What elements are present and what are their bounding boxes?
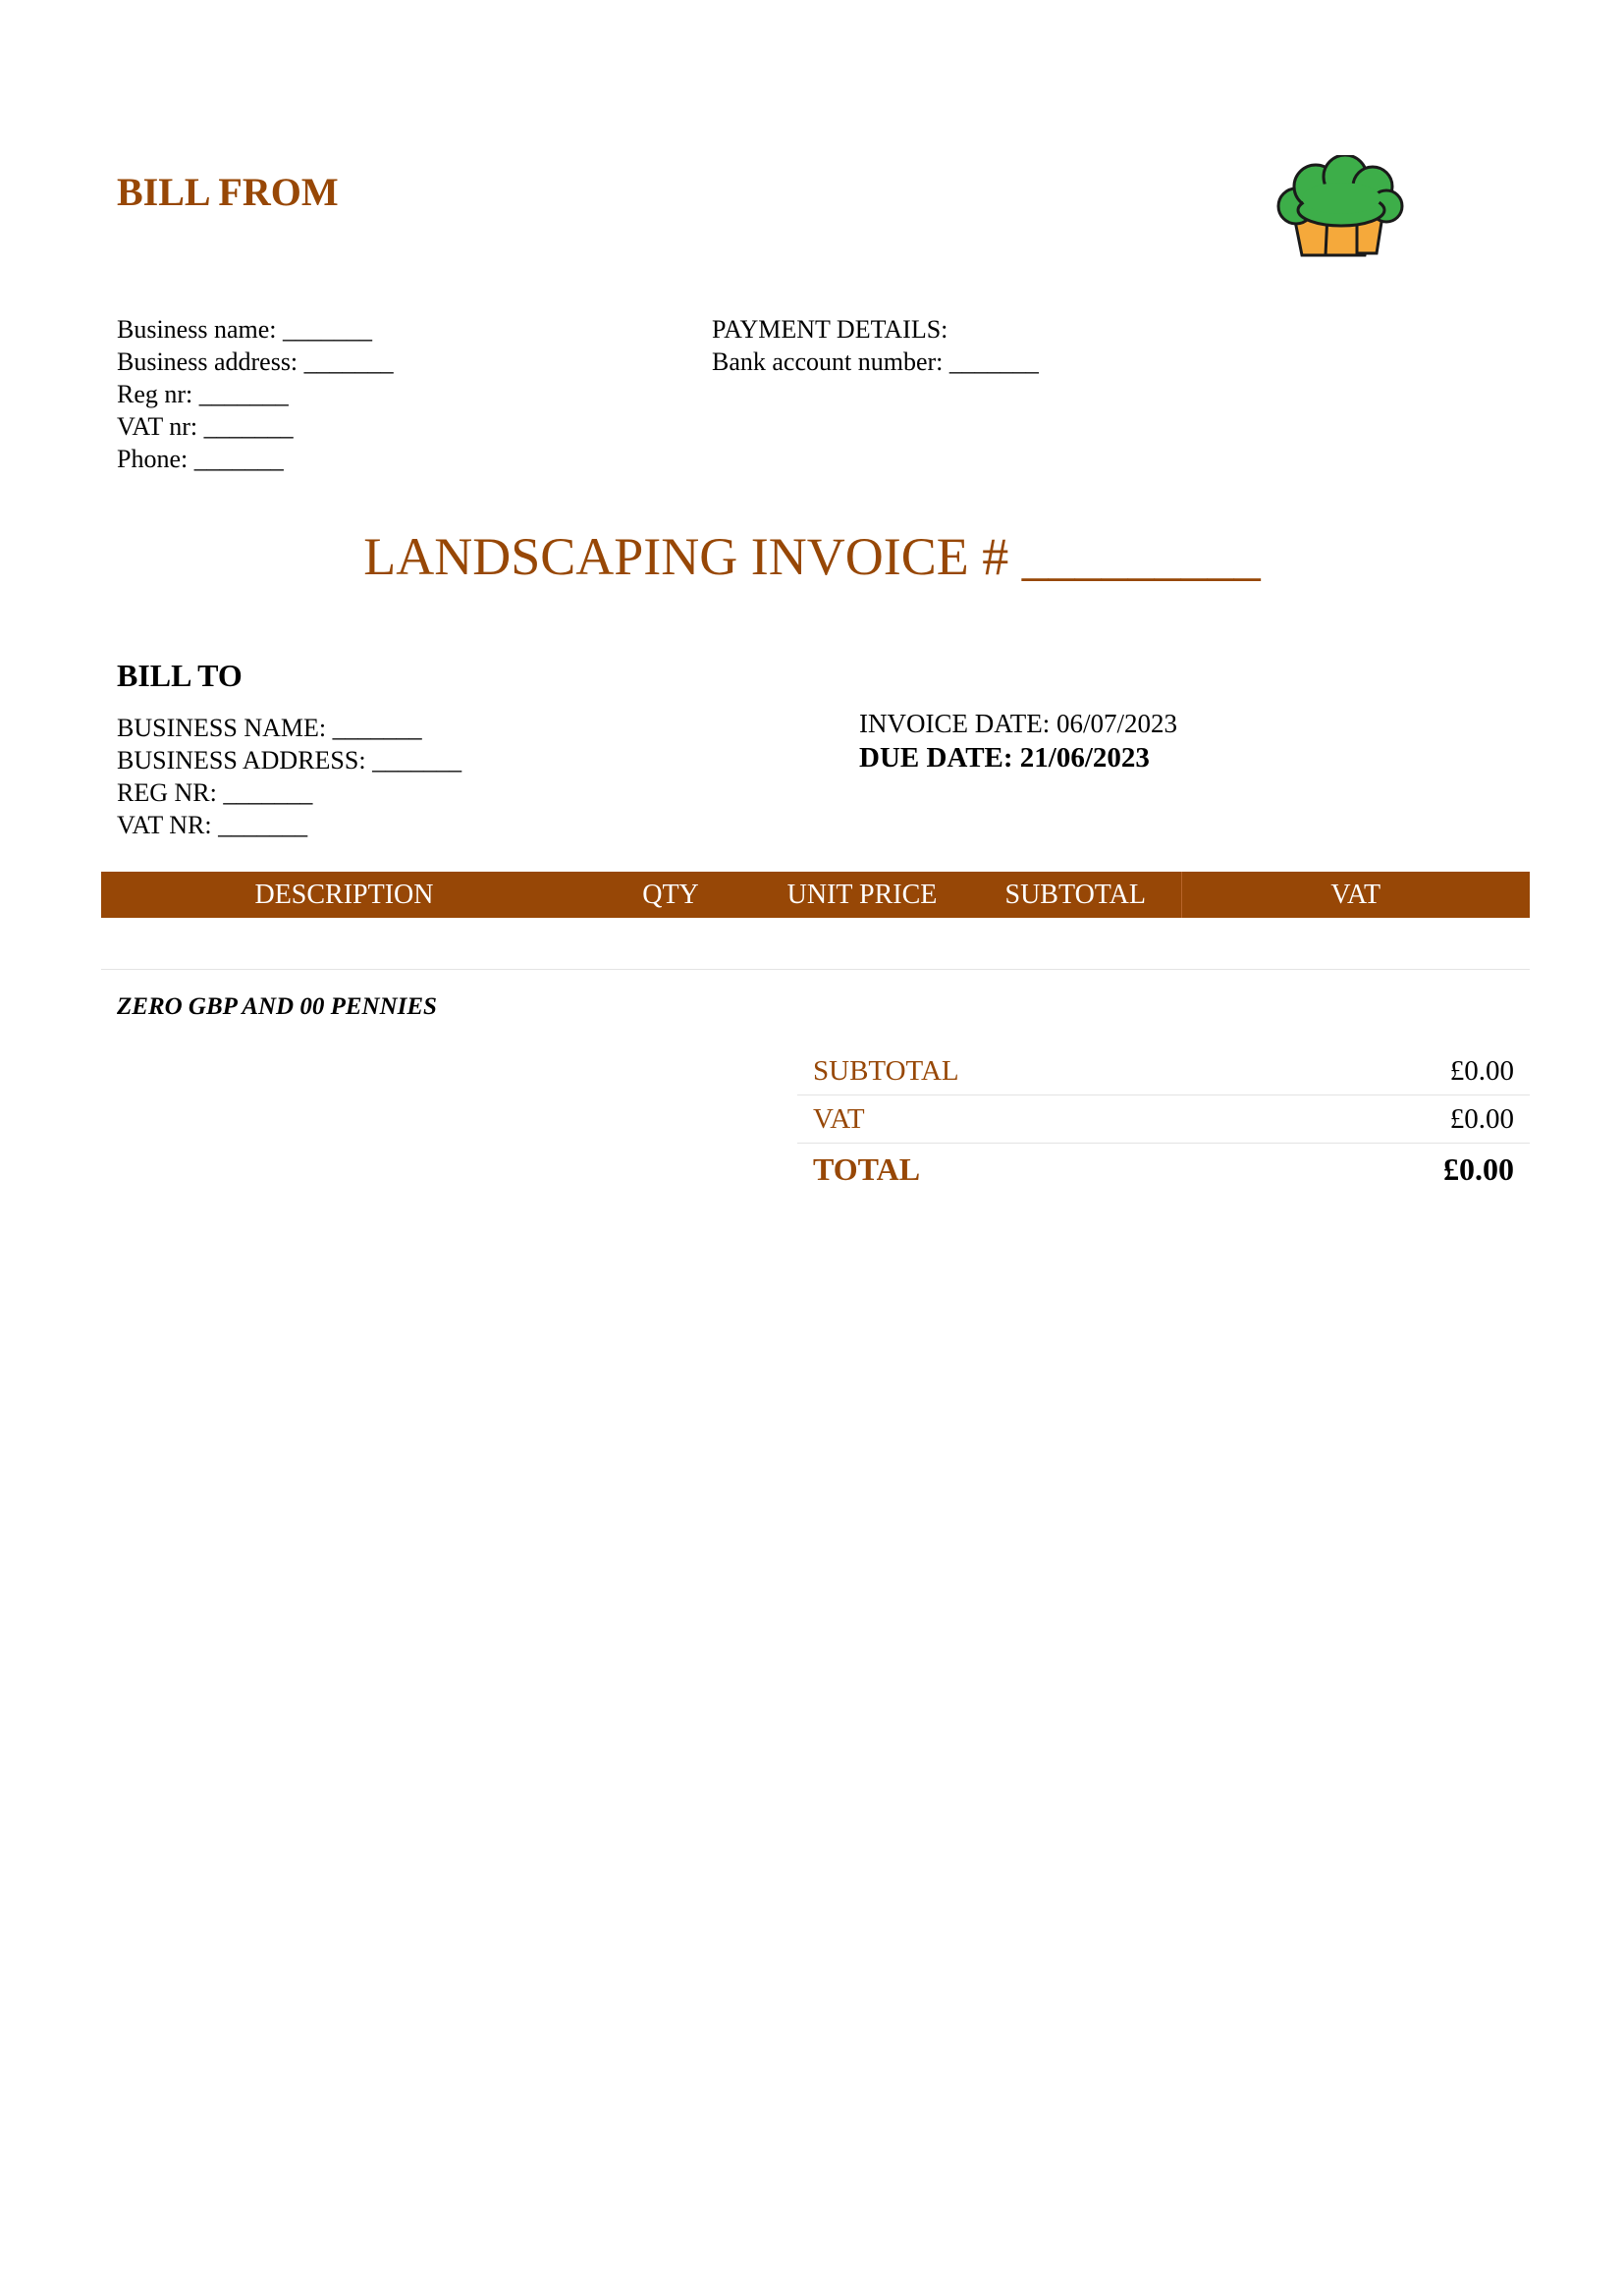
sender-details bbox=[117, 313, 394, 475]
col-description-header: DESCRIPTION bbox=[101, 872, 587, 918]
sender-vat-nr: VAT nr: _______ bbox=[117, 412, 294, 441]
vat-value: £0.00 bbox=[1262, 1095, 1530, 1144]
table-row bbox=[101, 918, 1530, 970]
table-cell bbox=[101, 918, 587, 970]
client-business-address: BUSINESS ADDRESS: _______ bbox=[117, 746, 462, 774]
bill-to-heading: BILL TO bbox=[117, 658, 243, 693]
company-logo bbox=[1267, 155, 1414, 261]
amount-in-words: ZERO GBP AND 00 PENNIES bbox=[117, 993, 437, 1020]
table-cell bbox=[970, 918, 1181, 970]
table-cell bbox=[587, 918, 754, 970]
sender-phone: Phone: _______ bbox=[117, 445, 284, 473]
sender-business-name: Business name: _______ bbox=[117, 315, 372, 344]
subtotal-label: SUBTOTAL bbox=[797, 1047, 1262, 1095]
total-label: TOTAL bbox=[813, 1150, 921, 1187]
subtotal-row bbox=[797, 1047, 1530, 1095]
col-subtotal-header: SUBTOTAL bbox=[970, 872, 1181, 918]
sender-reg-nr: Reg nr: _______ bbox=[117, 380, 289, 408]
table-cell bbox=[1181, 918, 1530, 970]
total-row bbox=[797, 1144, 1530, 1196]
sender-business-address: Business address: _______ bbox=[117, 347, 394, 376]
tree-icon bbox=[1267, 155, 1414, 261]
payment-details bbox=[712, 313, 1039, 378]
subtotal-value: £0.00 bbox=[1262, 1047, 1530, 1095]
invoice-date: INVOICE DATE: 06/07/2023 bbox=[859, 709, 1177, 738]
totals-table bbox=[797, 1047, 1530, 1195]
due-date: DUE DATE: 21/06/2023 bbox=[859, 742, 1150, 774]
col-qty-header: QTY bbox=[587, 872, 754, 918]
vat-label: VAT bbox=[797, 1095, 1262, 1144]
line-items-table bbox=[101, 872, 1530, 970]
col-vat-header: VAT bbox=[1181, 872, 1530, 918]
client-vat-nr: VAT NR: _______ bbox=[117, 811, 308, 839]
client-details bbox=[117, 712, 461, 841]
payment-heading: PAYMENT DETAILS: bbox=[712, 315, 948, 344]
vat-row bbox=[797, 1095, 1530, 1144]
client-business-name: BUSINESS NAME: _______ bbox=[117, 714, 422, 742]
bank-account-number: Bank account number: _______ bbox=[712, 347, 1039, 376]
invoice-dates bbox=[859, 707, 1177, 775]
col-unit-price-header: UNIT PRICE bbox=[754, 872, 970, 918]
total-value: £0.00 bbox=[1443, 1150, 1514, 1187]
table-header-row bbox=[101, 872, 1530, 918]
table-cell bbox=[754, 918, 970, 970]
bill-from-heading: BILL FROM bbox=[117, 170, 339, 214]
client-reg-nr: REG NR: _______ bbox=[117, 778, 313, 807]
invoice-title: LANDSCAPING INVOICE # _________ bbox=[363, 527, 1261, 586]
